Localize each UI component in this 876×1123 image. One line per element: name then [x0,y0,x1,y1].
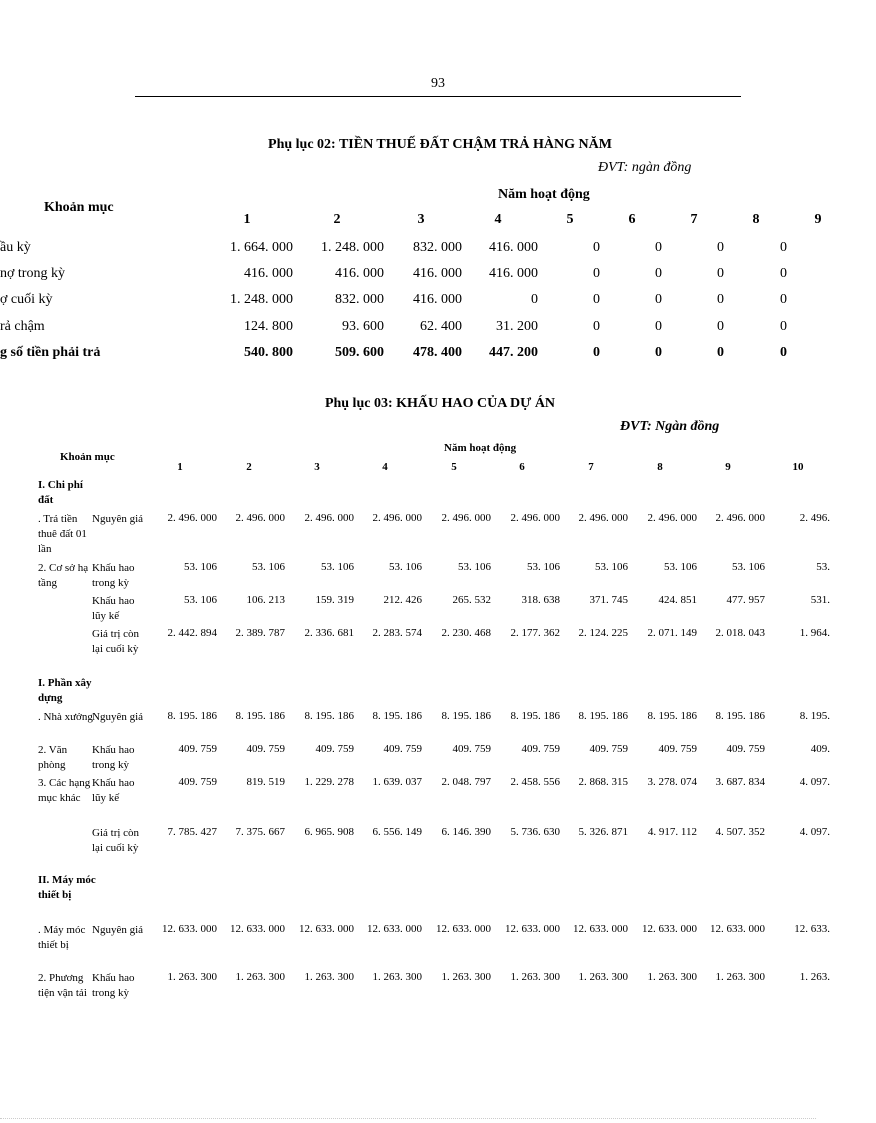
table2-cell: 318. 638 [521,594,560,606]
table2-year-1: 1 [177,461,183,473]
table1-cell: 0 [780,319,787,334]
table2-cell: 12. 633. 000 [299,923,354,935]
table2-cell: 12. 633. 000 [642,923,697,935]
table2-year-9: 9 [725,461,731,473]
table2-year-4: 4 [382,461,388,473]
table2-cell: 2. 496. 000 [578,512,628,524]
table2-cell: 12. 633. 000 [230,923,285,935]
table1-header-khoan-muc: Khoản mục [44,200,114,215]
table2-row-type: Khấu hao trong kỳ [92,972,135,999]
table1-cell: 0 [717,345,724,360]
table1-row-label: ầu kỳ [0,240,31,255]
table2-cell: 4. 917. 112 [647,826,697,838]
table1-cell: 62. 400 [420,319,462,334]
table2-cell: 265. 532 [452,594,491,606]
table1-cell: 0 [593,345,600,360]
table1-cell: 0 [655,319,662,334]
table2-cell: 2. 496. 000 [235,512,285,524]
table1-cell: 0 [655,240,662,255]
table2-cell: 409. 759 [178,743,217,755]
table2-cell: 409. 759 [383,743,422,755]
table1-cell: 416. 000 [489,266,538,281]
table2-cell: 5. 736. 630 [510,826,560,838]
table2-cell: 409. 759 [658,743,697,755]
table1-year-9: 9 [814,212,822,227]
table2-year-2: 2 [246,461,252,473]
table2-cell: 477. 957 [726,594,765,606]
table1-cell: 416. 000 [413,292,462,307]
table2-row-type: Giá trị còn lại cuối kỳ [92,628,140,655]
table2-cell: 53. [816,561,830,573]
table1-year-1: 1 [243,212,251,227]
table2-cell: 6. 965. 908 [304,826,354,838]
table1-year-5: 5 [566,212,574,227]
table2-cell: 12. 633. 000 [436,923,491,935]
table2-cell: 12. 633. [794,923,830,935]
table1-cell: 0 [655,266,662,281]
table2-cell: 1. 263. 300 [441,971,491,983]
table2-row-item: 3. Các hạng mục khác [38,777,91,804]
table2-section-may-moc: II. Máy móc thiết bị [38,874,96,901]
table2-cell: 53. 106 [389,561,422,573]
table2-cell: 409. 759 [726,743,765,755]
table1-year-7: 7 [690,212,698,227]
table2-cell: 53. 106 [664,561,697,573]
table2-cell: 1. 263. 300 [372,971,422,983]
table2-cell: 1. 263. [799,971,830,983]
table1-cell: 416. 000 [489,240,538,255]
table1-cell: 832. 000 [335,292,384,307]
table2-cell: 4. 097. [799,776,830,788]
table1-cell: 0 [593,266,600,281]
table1-cell: 0 [717,240,724,255]
table2-cell: 1. 964. [799,627,830,639]
table1-year-2: 2 [333,212,341,227]
table2-cell: 106. 213 [246,594,285,606]
table2-cell: 2. 496. 000 [715,512,765,524]
table1-cell: 0 [655,292,662,307]
table2-cell: 5. 326. 871 [578,826,628,838]
table2-cell: 12. 633. 000 [505,923,560,935]
table2-cell: 409. 759 [315,743,354,755]
table2-cell: 1. 229. 278 [304,776,354,788]
table2-row-type: Nguyên giá [92,513,144,525]
table2-cell: 2. 018. 043 [715,627,765,639]
table2-cell: 1. 263. 300 [304,971,354,983]
table2-cell: 2. 496. 000 [647,512,697,524]
table2-year-7: 7 [588,461,594,473]
table2-cell: 12. 633. 000 [367,923,422,935]
table2-cell: 2. 496. 000 [510,512,560,524]
table2-cell: 1. 263. 300 [578,971,628,983]
table1-cell: 416. 000 [335,266,384,281]
table2-cell: 1. 263. 300 [167,971,217,983]
table1-cell: 0 [717,266,724,281]
table2-cell: 424. 851 [658,594,697,606]
table2-cell: 53. 106 [184,594,217,606]
table2-section-chi-phi-dat: I. Chi phí đất [38,479,83,506]
footer-rule [0,1118,816,1119]
table1-cell: 0 [717,319,724,334]
table2-year-3: 3 [314,461,320,473]
table1-cell: 416. 000 [244,266,293,281]
table2-section-xay-dung: I. Phần xây dựng [38,677,92,704]
header-rule [135,96,741,97]
table2-year-10: 10 [792,461,804,473]
table2-cell: 2. 230. 468 [441,627,491,639]
page-number: 93 [431,76,445,91]
table2-cell: 53. 106 [321,561,354,573]
table2-cell: 53. 106 [184,561,217,573]
table2-cell: 12. 633. 000 [162,923,217,935]
table2-cell: 8. 195. 186 [715,710,765,722]
table2-cell: 6. 146. 390 [441,826,491,838]
table1-cell: 1. 248. 000 [230,292,293,307]
table2-year-6: 6 [519,461,525,473]
table2-cell: 8. 195. 186 [441,710,491,722]
table2-cell: 53. 106 [458,561,491,573]
table2-cell: 2. 496. [799,512,830,524]
table2-cell: 409. [810,743,830,755]
table2-row-item: 2. Phương tiện vận tải [38,972,87,999]
table2-cell: 1. 263. 300 [715,971,765,983]
table1-cell: 509. 600 [335,345,384,360]
table1-year-8: 8 [752,212,760,227]
table2-cell: 2. 389. 787 [235,627,285,639]
table2-cell: 409. 759 [589,743,628,755]
table2-year-5: 5 [451,461,457,473]
table1-unit: ĐVT: ngàn đồng [598,160,692,175]
table2-title: Phụ lục 03: KHẤU HAO CỦA DỰ ÁN [324,396,556,411]
table1-cell: 0 [780,240,787,255]
table1-cell: 0 [593,240,600,255]
table2-header-khoan-muc: Khoản mục [60,451,115,463]
table2-cell: 1. 263. 300 [510,971,560,983]
table2-cell: 159. 319 [315,594,354,606]
table1-cell: 1. 664. 000 [230,240,293,255]
table1-row-label: rả chậm [0,319,45,334]
table1-row-label: ợ cuối kỳ [0,292,53,307]
table2-cell: 8. 195. [799,710,830,722]
table2-cell: 819. 519 [246,776,285,788]
table1-cell: 447. 200 [489,345,538,360]
table2-cell: 8. 195. 186 [372,710,422,722]
table2-row-type: Khấu hao lũy kế [92,777,135,804]
table2-row-type: Khấu hao trong kỳ [92,744,135,771]
table2-row-type: Khấu hao lũy kế [92,595,135,622]
table2-cell: 409. 759 [246,743,285,755]
table2-cell: 8. 195. 186 [235,710,285,722]
table1-cell: 93. 600 [342,319,384,334]
table1-cell: 0 [780,345,787,360]
table2-cell: 2. 283. 574 [372,627,422,639]
table2-cell: 2. 496. 000 [441,512,491,524]
table2-row-item: . Nhà xưởng [38,711,93,723]
table1-title: Phụ lục 02: TIỀN THUẾ ĐẤT CHẬM TRẢ HÀNG NĂM [268,137,612,152]
table2-cell: 7. 375. 667 [235,826,285,838]
table2-cell: 4. 507. 352 [715,826,765,838]
table2-cell: 8. 195. 186 [304,710,354,722]
table2-row-item: . Máy móc thiết bị [38,924,86,951]
table2-cell: 2. 048. 797 [441,776,491,788]
table2-row-type: Nguyên giá [92,924,144,936]
table2-cell: 8. 195. 186 [510,710,560,722]
table2-cell: 212. 426 [383,594,422,606]
table1-cell: 0 [593,319,600,334]
table2-cell: 2. 336. 681 [304,627,354,639]
table2-row-item: . Trả tiền thuê đất 01 lần [38,513,87,555]
table2-cell: 2. 177. 362 [510,627,560,639]
table2-cell: 409. 759 [178,776,217,788]
table1-cell: 31. 200 [496,319,538,334]
table2-cell: 2. 071. 149 [647,627,697,639]
table2-cell: 8. 195. 186 [647,710,697,722]
table2-cell: 7. 785. 427 [167,826,217,838]
table1-cell: 0 [531,292,538,307]
table2-cell: 2. 496. 000 [304,512,354,524]
table2-cell: 12. 633. 000 [573,923,628,935]
table2-cell: 12. 633. 000 [710,923,765,935]
table1-cell: 124. 800 [244,319,293,334]
table2-cell: 1. 263. 300 [235,971,285,983]
table2-unit: ĐVT: Ngàn đồng [620,419,720,434]
table2-cell: 409. 759 [521,743,560,755]
table2-row-type: Nguyên giá [92,711,144,723]
table2-row-type: Khấu hao trong kỳ [92,562,135,589]
table1-cell: 478. 400 [413,345,462,360]
table2-cell: 3. 278. 074 [647,776,697,788]
table2-cell: 1. 639. 037 [372,776,422,788]
table2-year-8: 8 [657,461,663,473]
table1-year-4: 4 [494,212,502,227]
table2-cell: 53. 106 [252,561,285,573]
table2-header-nam: Năm hoạt động [444,442,517,454]
table1-cell: 0 [593,292,600,307]
table2-cell: 409. 759 [452,743,491,755]
table2-cell: 1. 263. 300 [647,971,697,983]
table2-cell: 3. 687. 834 [715,776,765,788]
table2-cell: 53. 106 [595,561,628,573]
table2-row-item: 2. Cơ sở hạ tầng [38,562,89,589]
table1-cell: 832. 000 [413,240,462,255]
table1-cell: 540. 800 [244,345,293,360]
table2-cell: 6. 556. 149 [372,826,422,838]
table2-cell: 2. 458. 556 [510,776,560,788]
table1-row-label: nợ trong kỳ [0,266,65,281]
table2-cell: 531. [810,594,830,606]
table1-header-nam: Năm hoạt động [498,187,590,202]
table2-cell: 8. 195. 186 [167,710,217,722]
table1-cell: 0 [655,345,662,360]
table2-cell: 2. 868. 315 [578,776,628,788]
table2-cell: 371. 745 [589,594,628,606]
table2-cell: 2. 496. 000 [167,512,217,524]
table2-cell: 4. 097. [799,826,830,838]
table1-year-3: 3 [417,212,425,227]
table2-cell: 8. 195. 186 [578,710,628,722]
table1-row-label: g số tiền phải trả [0,345,101,360]
table1-cell: 0 [780,292,787,307]
table2-cell: 53. 106 [527,561,560,573]
table2-row-item: 2. Văn phòng [38,744,68,771]
table2-cell: 2. 124. 225 [578,627,628,639]
table1-cell: 1. 248. 000 [321,240,384,255]
table1-cell: 0 [780,266,787,281]
table1-cell: 416. 000 [413,266,462,281]
table2-cell: 2. 496. 000 [372,512,422,524]
table2-cell: 53. 106 [732,561,765,573]
table1-year-6: 6 [628,212,636,227]
table2-cell: 2. 442. 894 [167,627,217,639]
table1-cell: 0 [717,292,724,307]
table2-row-type: Giá trị còn lại cuối kỳ [92,827,140,854]
